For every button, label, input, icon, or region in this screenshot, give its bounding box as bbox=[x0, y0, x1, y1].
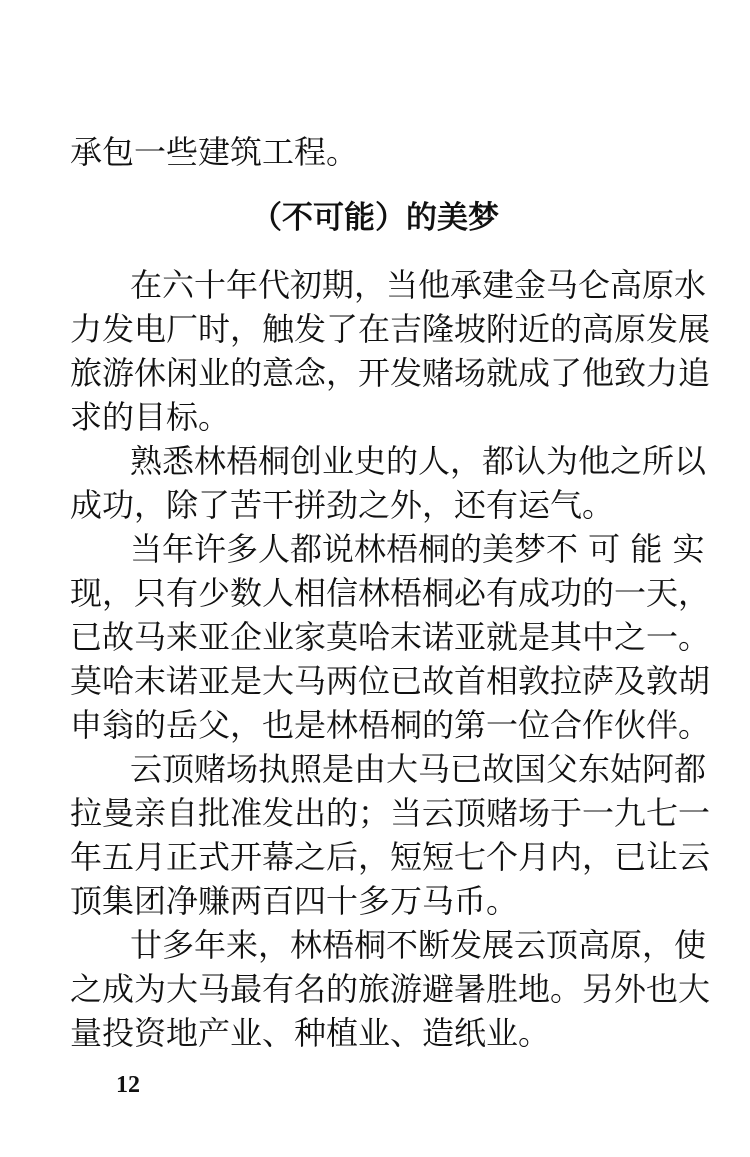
text-line: 力发电厂时，触发了在吉隆坡附近的高原发展 bbox=[70, 310, 711, 348]
lead-line: 承包一些建筑工程。 bbox=[70, 133, 359, 171]
text-line: 熟悉林梧桐创业史的人，都认为他之所以 bbox=[130, 442, 707, 480]
text-line: 云顶赌场执照是由大马已故国父东姑阿都 bbox=[130, 750, 707, 788]
paragraph-2 bbox=[70, 439, 707, 527]
text-line: 旅游休闲业的意念，开发赌场就成了他致力追 bbox=[70, 354, 711, 392]
text-line: 拉曼亲自批准发出的；当云顶赌场于一九七一 bbox=[70, 794, 711, 832]
text-line: 现，只有少数人相信林梧桐必有成功的一天， bbox=[70, 574, 711, 612]
page-number: 12 bbox=[116, 1072, 140, 1098]
text-line: 年五月正式开幕之后，短短七个月内，已让云 bbox=[70, 838, 711, 876]
text-line: 成功，除了苦干拼劲之外，还有运气。 bbox=[70, 486, 615, 524]
paragraph-1 bbox=[70, 263, 711, 439]
section-heading: （不可能）的美梦 bbox=[251, 200, 499, 236]
text-line: 申翁的岳父，也是林梧桐的第一位合作伙伴。 bbox=[70, 706, 711, 744]
text-line: 之成为大马最有名的旅游避暑胜地。另外也大 bbox=[70, 970, 711, 1008]
text-line: 在六十年代初期，当他承建金马仑高原水 bbox=[130, 266, 707, 304]
body-text bbox=[70, 263, 711, 1055]
text-line: 廿多年来，林梧桐不断发展云顶高原，使 bbox=[130, 926, 707, 964]
paragraph-5 bbox=[70, 923, 711, 1055]
paragraph-3 bbox=[70, 527, 711, 747]
text-line: 莫哈末诺亚是大马两位已故首相敦拉萨及敦胡 bbox=[70, 662, 711, 700]
text-line: 已故马来亚企业家莫哈末诺亚就是其中之一。 bbox=[70, 618, 711, 656]
text-line: 当年许多人都说林梧桐的美梦不 可 能 实 bbox=[130, 530, 705, 568]
text-line: 顶集团净赚两百四十多万马币。 bbox=[70, 882, 519, 920]
text-line: 求的目标。 bbox=[70, 398, 231, 436]
paragraph-4 bbox=[70, 747, 711, 923]
text-line: 量投资地产业、种植业、造纸业。 bbox=[70, 1014, 551, 1052]
